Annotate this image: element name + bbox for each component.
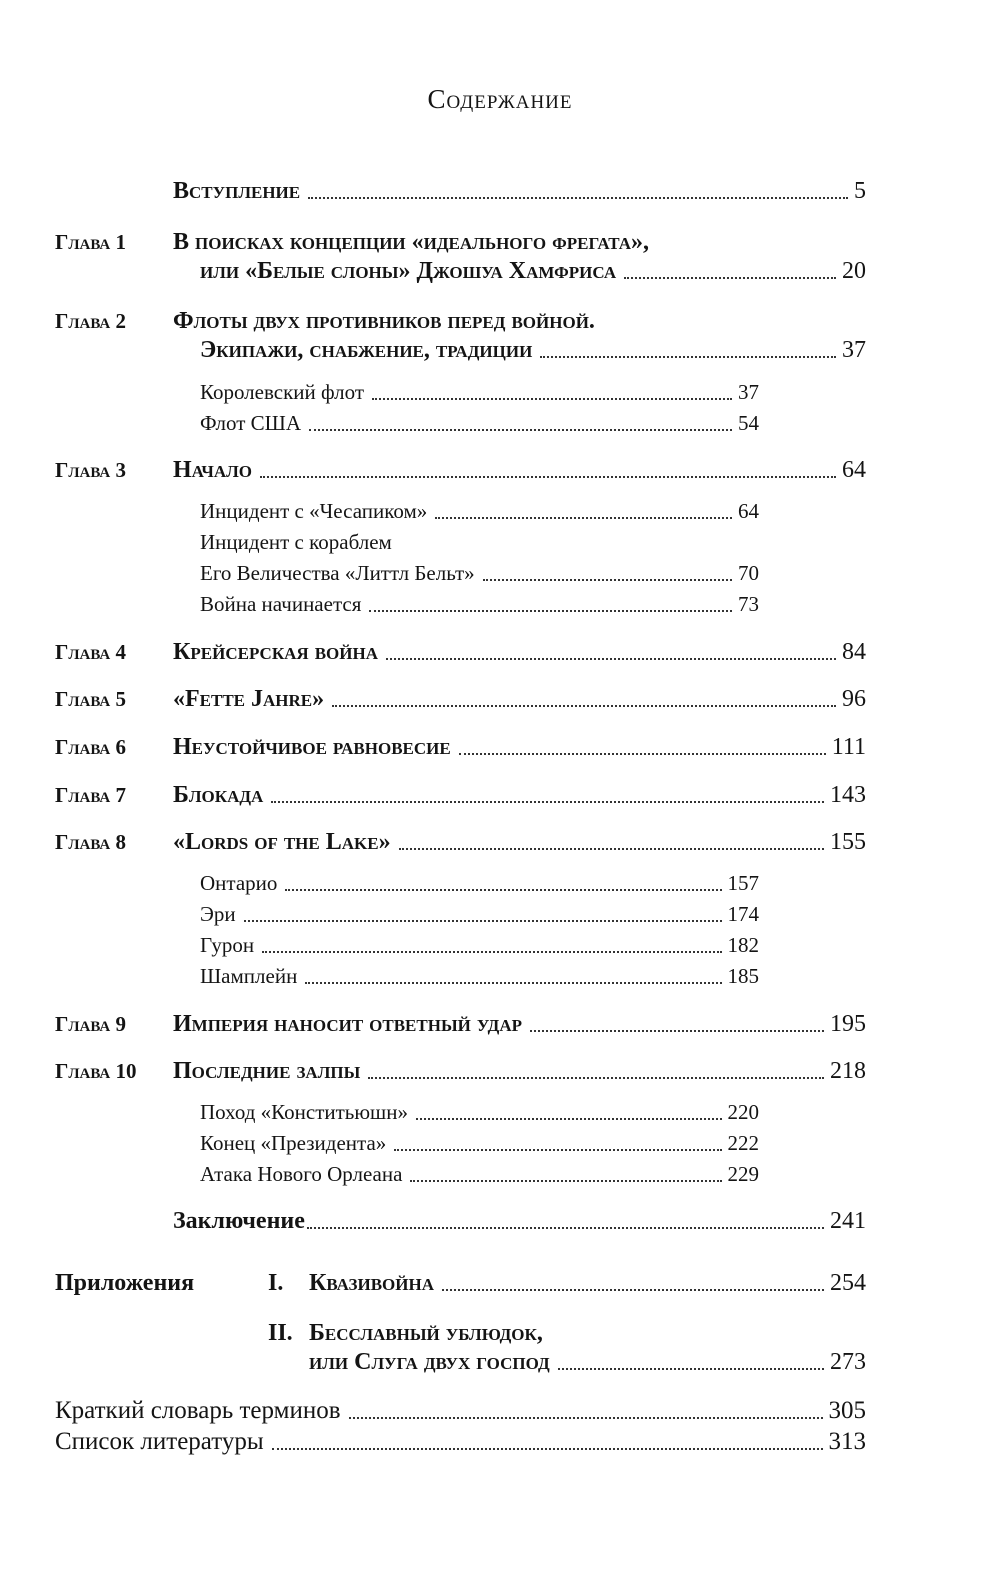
toc-subsection[interactable] (0, 1128, 1000, 1162)
leader-dots (260, 476, 836, 478)
toc-page-number: 273 (830, 1349, 866, 1375)
leader-dots (305, 982, 721, 984)
toc-page-number: 73 (738, 592, 759, 616)
toc-chapter-6[interactable] (0, 732, 1000, 766)
leader-dots (435, 517, 732, 519)
leader-dots (332, 705, 836, 707)
toc-chapter-7[interactable] (0, 780, 1000, 814)
leader-dots (308, 197, 848, 199)
toc-subsection[interactable] (0, 899, 1000, 933)
toc-chapter-5[interactable] (0, 684, 1000, 718)
chapter-label: Глава 4 (55, 640, 127, 664)
toc-entry-title: или Слуга двух господ (309, 1349, 550, 1375)
toc-chapter-3[interactable] (0, 455, 1000, 489)
leader-dots (558, 1368, 824, 1370)
toc-chapter-9[interactable] (0, 1009, 1000, 1043)
toc-entry-title: Эри (200, 902, 236, 926)
toc-entry-title-line1: Флоты двух противников перед войной. (173, 308, 595, 334)
toc-page-number: 195 (830, 1011, 866, 1037)
toc-page-number: 111 (831, 734, 866, 760)
toc-entry-title: Начало (173, 457, 253, 483)
toc-page-number: 174 (727, 902, 759, 926)
toc-entry-title-line1: Инцидент с кораблем (200, 530, 392, 554)
toc-page-number: 64 (842, 457, 866, 483)
leader-dots (624, 277, 836, 279)
toc-subsection[interactable] (0, 377, 1000, 411)
toc-subsection[interactable] (0, 527, 1000, 561)
toc-entry-title: Квазивойна (309, 1270, 435, 1296)
toc-page-number: 143 (830, 782, 866, 808)
toc-subsection[interactable] (0, 496, 1000, 530)
leader-dots (307, 1227, 824, 1229)
chapter-label: Глава 3 (55, 458, 127, 482)
toc-entry-title: Его Величества «Литтл Бельт» (200, 561, 475, 585)
toc-chapter-2-line2[interactable] (0, 335, 1000, 369)
toc-page-number: 37 (842, 337, 866, 363)
toc-page-number: 5 (854, 178, 866, 204)
toc-page-number: 241 (830, 1208, 866, 1234)
chapter-label: Глава 2 (55, 309, 127, 333)
toc-page-number: 70 (738, 561, 759, 585)
toc-entry-title: «Lords of the Lake» (173, 829, 391, 855)
leader-dots (262, 951, 721, 953)
toc-subsection[interactable] (0, 961, 1000, 995)
toc-entry-title: Краткий словарь терминов (55, 1397, 341, 1424)
toc-entry-title: «Fette Jahre» (173, 686, 325, 712)
toc-page-number: 54 (738, 411, 759, 435)
chapter-label: Глава 6 (55, 735, 127, 759)
toc-page-number: 222 (727, 1131, 759, 1155)
toc-page-number: 218 (830, 1058, 866, 1084)
chapter-label: Глава 8 (55, 830, 127, 854)
leader-dots (372, 398, 732, 400)
toc-entry-title: Империя наносит ответный удар (173, 1011, 522, 1037)
toc-entry-title: Блокада (173, 782, 264, 808)
leader-dots (271, 801, 824, 803)
leader-dots (369, 610, 732, 612)
toc-page-number: 305 (828, 1397, 866, 1424)
toc-entry-title: Атака Нового Орлеана (200, 1162, 403, 1186)
toc-chapter-4[interactable] (0, 637, 1000, 671)
toc-entry-title: Экипажи, снабжение, традиции (200, 337, 533, 363)
toc-conclusion[interactable] (0, 1206, 1000, 1240)
leader-dots (285, 889, 721, 891)
toc-entry-title: Неустойчивое равновесие (173, 734, 451, 760)
toc-page-number: 157 (727, 871, 759, 895)
toc-page-number: 229 (727, 1162, 759, 1186)
toc-entry-title: Флот США (200, 411, 302, 435)
leader-dots (410, 1180, 721, 1182)
appendix-number: II. (268, 1320, 293, 1346)
leader-dots (368, 1077, 824, 1079)
leader-dots (309, 429, 732, 431)
toc-entry-title: Онтарио (200, 871, 278, 895)
leader-dots (399, 848, 824, 850)
chapter-label: Глава 1 (55, 230, 127, 254)
toc-page-number: 313 (828, 1428, 866, 1455)
toc-entry-title: Королевский флот (200, 380, 364, 404)
toc-page-number: 155 (830, 829, 866, 855)
toc-entry-title-line1: Бесславный ублюдок, (309, 1320, 543, 1346)
page-title: Содержание (427, 84, 573, 114)
leader-dots (272, 1448, 823, 1450)
toc-page-number: 37 (738, 380, 759, 404)
leader-dots (483, 579, 732, 581)
toc-entry-title: Заключение (173, 1208, 305, 1234)
toc-entry-title: Последние залпы (173, 1058, 361, 1084)
toc-page-number: 64 (738, 499, 759, 523)
chapter-label: Глава 5 (55, 687, 127, 711)
toc-glossary[interactable] (0, 1396, 1000, 1430)
leader-dots (540, 356, 836, 358)
toc-subsection[interactable] (0, 930, 1000, 964)
toc-subsection[interactable] (0, 558, 1000, 592)
appendices-label: Приложения (55, 1270, 195, 1296)
toc-entry-title-line1: В поисках концепции «идеального фрегата», (173, 229, 649, 255)
chapter-label: Глава 9 (55, 1012, 127, 1036)
toc-entry-title: Шамплейн (200, 964, 298, 988)
toc-chapter-1-line2[interactable] (0, 256, 1000, 290)
toc-subsection[interactable] (0, 408, 1000, 442)
toc-entry-title: Конец «Президента» (200, 1131, 387, 1155)
toc-subsection[interactable] (0, 1097, 1000, 1131)
toc-appendix-2-line2[interactable] (0, 1347, 1000, 1381)
toc-entry-title: Гурон (200, 933, 255, 957)
leader-dots (530, 1030, 824, 1032)
toc-entry-title: Инцидент с «Чесапиком» (200, 499, 428, 523)
toc-entry-title: или «Белые слоны» Джошуа Хамфриса (200, 258, 617, 284)
toc-page-number: 84 (842, 639, 866, 665)
leader-dots (386, 658, 836, 660)
leader-dots (459, 753, 826, 755)
toc-appendix-1[interactable] (0, 1268, 1000, 1302)
toc-entry-title: Крейсерская война (173, 639, 378, 665)
leader-dots (416, 1118, 722, 1120)
toc-entry-title: Война начинается (200, 592, 362, 616)
toc-bibliography[interactable] (0, 1427, 1000, 1461)
toc-subsection[interactable] (0, 1159, 1000, 1193)
toc-page-number: 220 (727, 1100, 759, 1124)
appendix-number: I. (268, 1270, 284, 1296)
toc-page-number: 96 (842, 686, 866, 712)
toc-entry-title: Список литературы (55, 1428, 264, 1455)
leader-dots (349, 1417, 823, 1419)
toc-entry-title: Вступление (173, 178, 301, 204)
chapter-label: Глава 7 (55, 783, 127, 807)
chapter-label: Глава 10 (55, 1059, 137, 1083)
toc-subsection[interactable] (0, 589, 1000, 623)
toc-chapter-8[interactable] (0, 827, 1000, 861)
toc-page-number: 254 (830, 1270, 866, 1296)
toc-page-number: 182 (727, 933, 759, 957)
toc-entry-title: Поход «Конститьюшн» (200, 1100, 408, 1124)
toc-page-number: 20 (842, 258, 866, 284)
leader-dots (244, 920, 722, 922)
toc-page-number: 185 (727, 964, 759, 988)
toc-intro[interactable] (0, 176, 1000, 210)
toc-subsection[interactable] (0, 868, 1000, 902)
leader-dots (442, 1289, 824, 1291)
toc-chapter-10[interactable] (0, 1056, 1000, 1090)
leader-dots (394, 1149, 721, 1151)
